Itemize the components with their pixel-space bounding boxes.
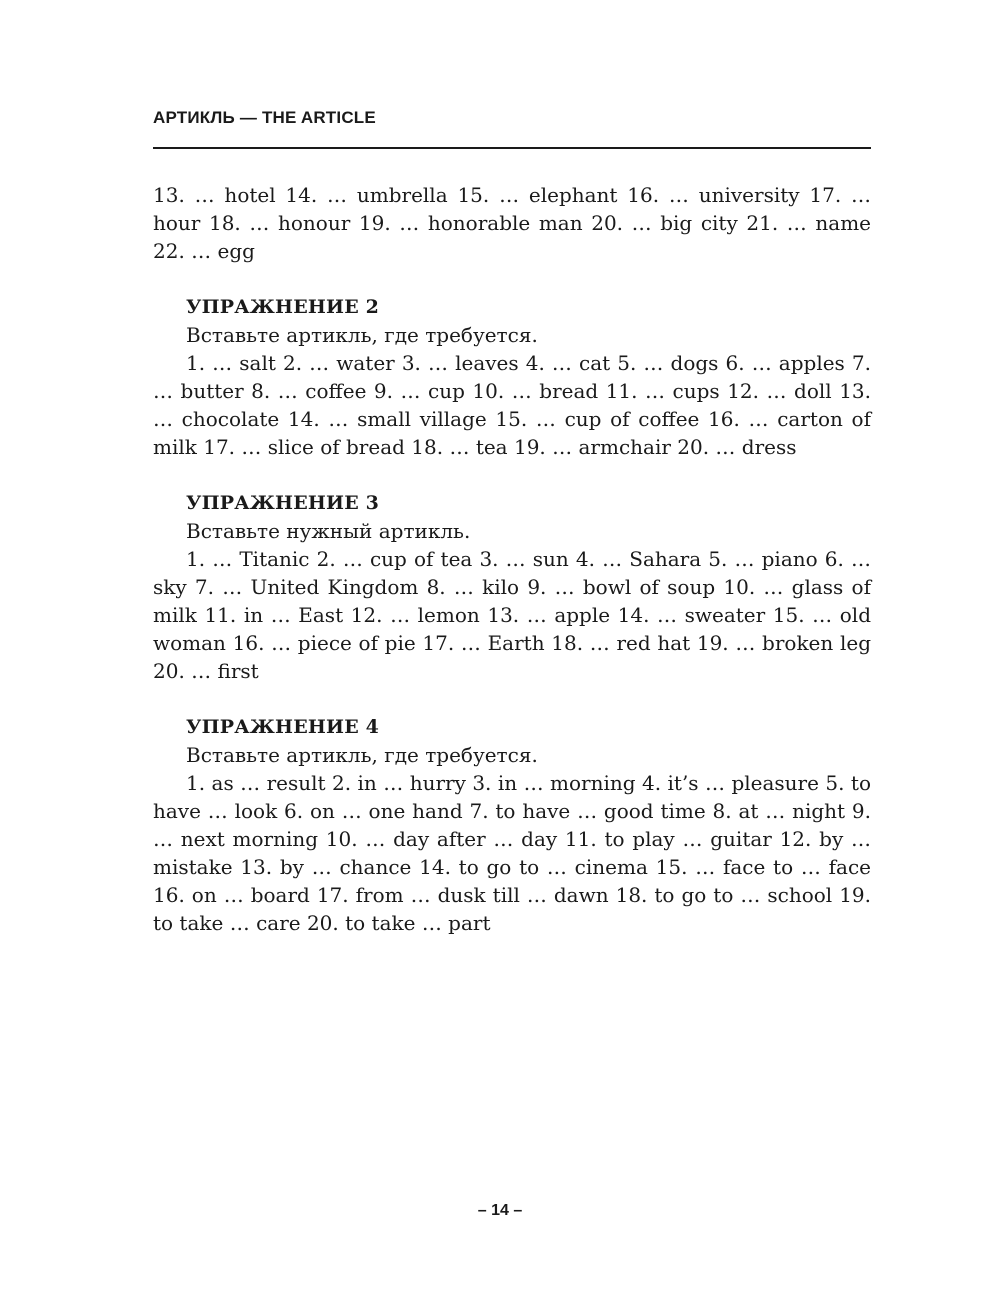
exercise-3-title: УПРАЖНЕНИЕ 3 <box>186 492 380 514</box>
page-number: – 14 – <box>477 1202 523 1219</box>
exercise-3-instruction: Вставьте нужный артикль. <box>186 519 471 543</box>
exercise-2-title: УПРАЖНЕНИЕ 2 <box>186 296 380 318</box>
exercise-4-instruction: Вставьте артикль, где требуется. <box>186 743 538 767</box>
header-divider <box>153 147 871 149</box>
running-header-title: АРТИКЛЬ — THE ARTICLE <box>153 108 376 127</box>
exercise-4-title: УПРАЖНЕНИЕ 4 <box>186 716 380 738</box>
exercise-2-instruction: Вставьте артикль, где требуется. <box>186 323 538 347</box>
page-content <box>153 181 871 937</box>
exercise-2 <box>153 293 871 461</box>
exercise-3 <box>153 489 871 685</box>
exercise-1-continuation: 13. … hotel 14. … umbrella 15. … elephant 16. … university 17. … hour 18. … honour 19. … honorable man 20. … big city 21. … name 22. … egg <box>153 183 871 263</box>
exercise-4 <box>153 713 871 937</box>
exercise-3-items: 1. … Titanic 2. … cup of tea 3. … sun 4. … Sahara 5. … piano 6. … sky 7. … United Kingdom 8. … kilo 9. … bowl of soup 10. … glass of milk 11. in … East 12. … lemon 13. … apple 14. … sweater 15. … old woman 16. … piece of pie 17. … Earth 18. … red hat 19. … broken leg 20. … first <box>153 547 871 683</box>
exercise-2-items: 1. … salt 2. … water 3. … leaves 4. … cat 5. … dogs 6. … apples 7. … butter 8. … coffee 9. … cup 10. … bread 11. … cups 12. … doll 13. … chocolate 14. … small village 15. … cup of coffee 16. … carton of milk 17. … slice of bread 18. … tea 19. … armchair 20. … dress <box>153 351 871 459</box>
exercise-4-items: 1. as … result 2. in … hurry 3. in … morning 4. it’s … pleasure 5. to have … look 6. on … one hand 7. to have … good time 8. at … night 9. … next morning 10. … day after … day 11. to play … guitar 12. by … mistake 13. by … chance 14. to go to … cinema 15. … face to … face 16. on … board 17. from … dusk till … dawn 18. to go to … school 19. to take … care 20. to take … part <box>153 771 871 935</box>
